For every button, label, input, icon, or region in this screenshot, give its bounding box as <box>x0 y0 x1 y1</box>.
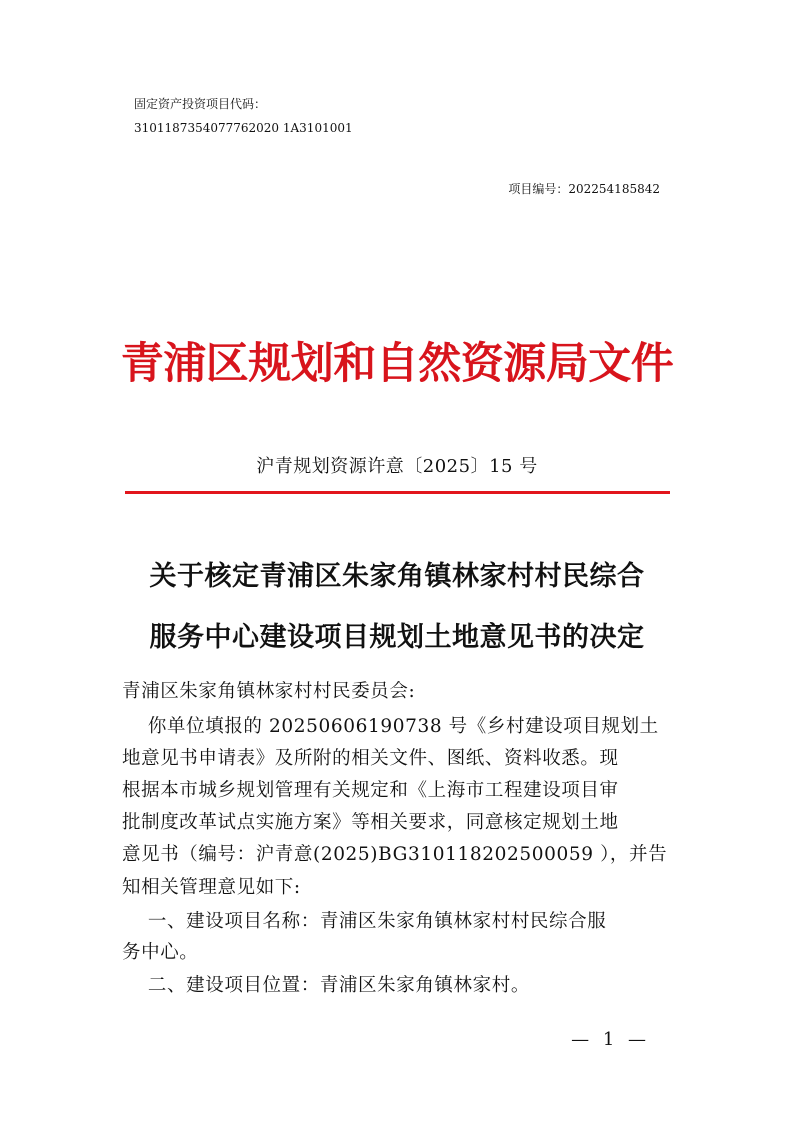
issuer-header: 青浦区规划和自然资源局文件 <box>120 339 674 389</box>
body-line: 二、建设项目位置：青浦区朱家角镇林家村。 <box>122 975 530 996</box>
red-divider <box>125 491 670 494</box>
document-title-line-1: 关于核定青浦区朱家角镇林家村村民综合 <box>149 561 645 592</box>
body-line: 你单位填报的 20250606190738 号《乡村建设项目规划土 <box>122 716 659 737</box>
investment-code-value: 3101187354077762020 1A3101001 <box>134 121 353 135</box>
body-line: 一、建设项目名称：青浦区朱家角镇林家村村民综合服 <box>122 911 607 932</box>
document-number: 沪青规划资源许意〔2025〕15 号 <box>256 456 538 477</box>
body-line: 地意见书申请表》及所附的相关文件、图纸、资料收悉。现 <box>122 748 619 769</box>
body-line: 批制度改革试点实施方案》等相关要求，同意核定规划土地 <box>122 812 619 833</box>
body-line: 知相关管理意见如下: <box>122 877 301 898</box>
body-line: 根据本市城乡规划管理有关规定和《上海市工程建设项目审 <box>122 780 619 801</box>
document-title-line-2: 服务中心建设项目规划土地意见书的决定 <box>149 622 645 653</box>
body-line: 务中心。 <box>122 942 199 963</box>
body-line: 意见书（编号：沪青意(2025)BG310118202500059 ），并告 <box>122 844 668 865</box>
investment-code-label: 固定资产投资项目代码： <box>134 97 267 111</box>
salutation: 青浦区朱家角镇林家村村民委员会: <box>122 681 416 702</box>
project-number: 项目编号：202254185842 <box>508 182 660 196</box>
page-number: — 1 — <box>571 1029 650 1050</box>
